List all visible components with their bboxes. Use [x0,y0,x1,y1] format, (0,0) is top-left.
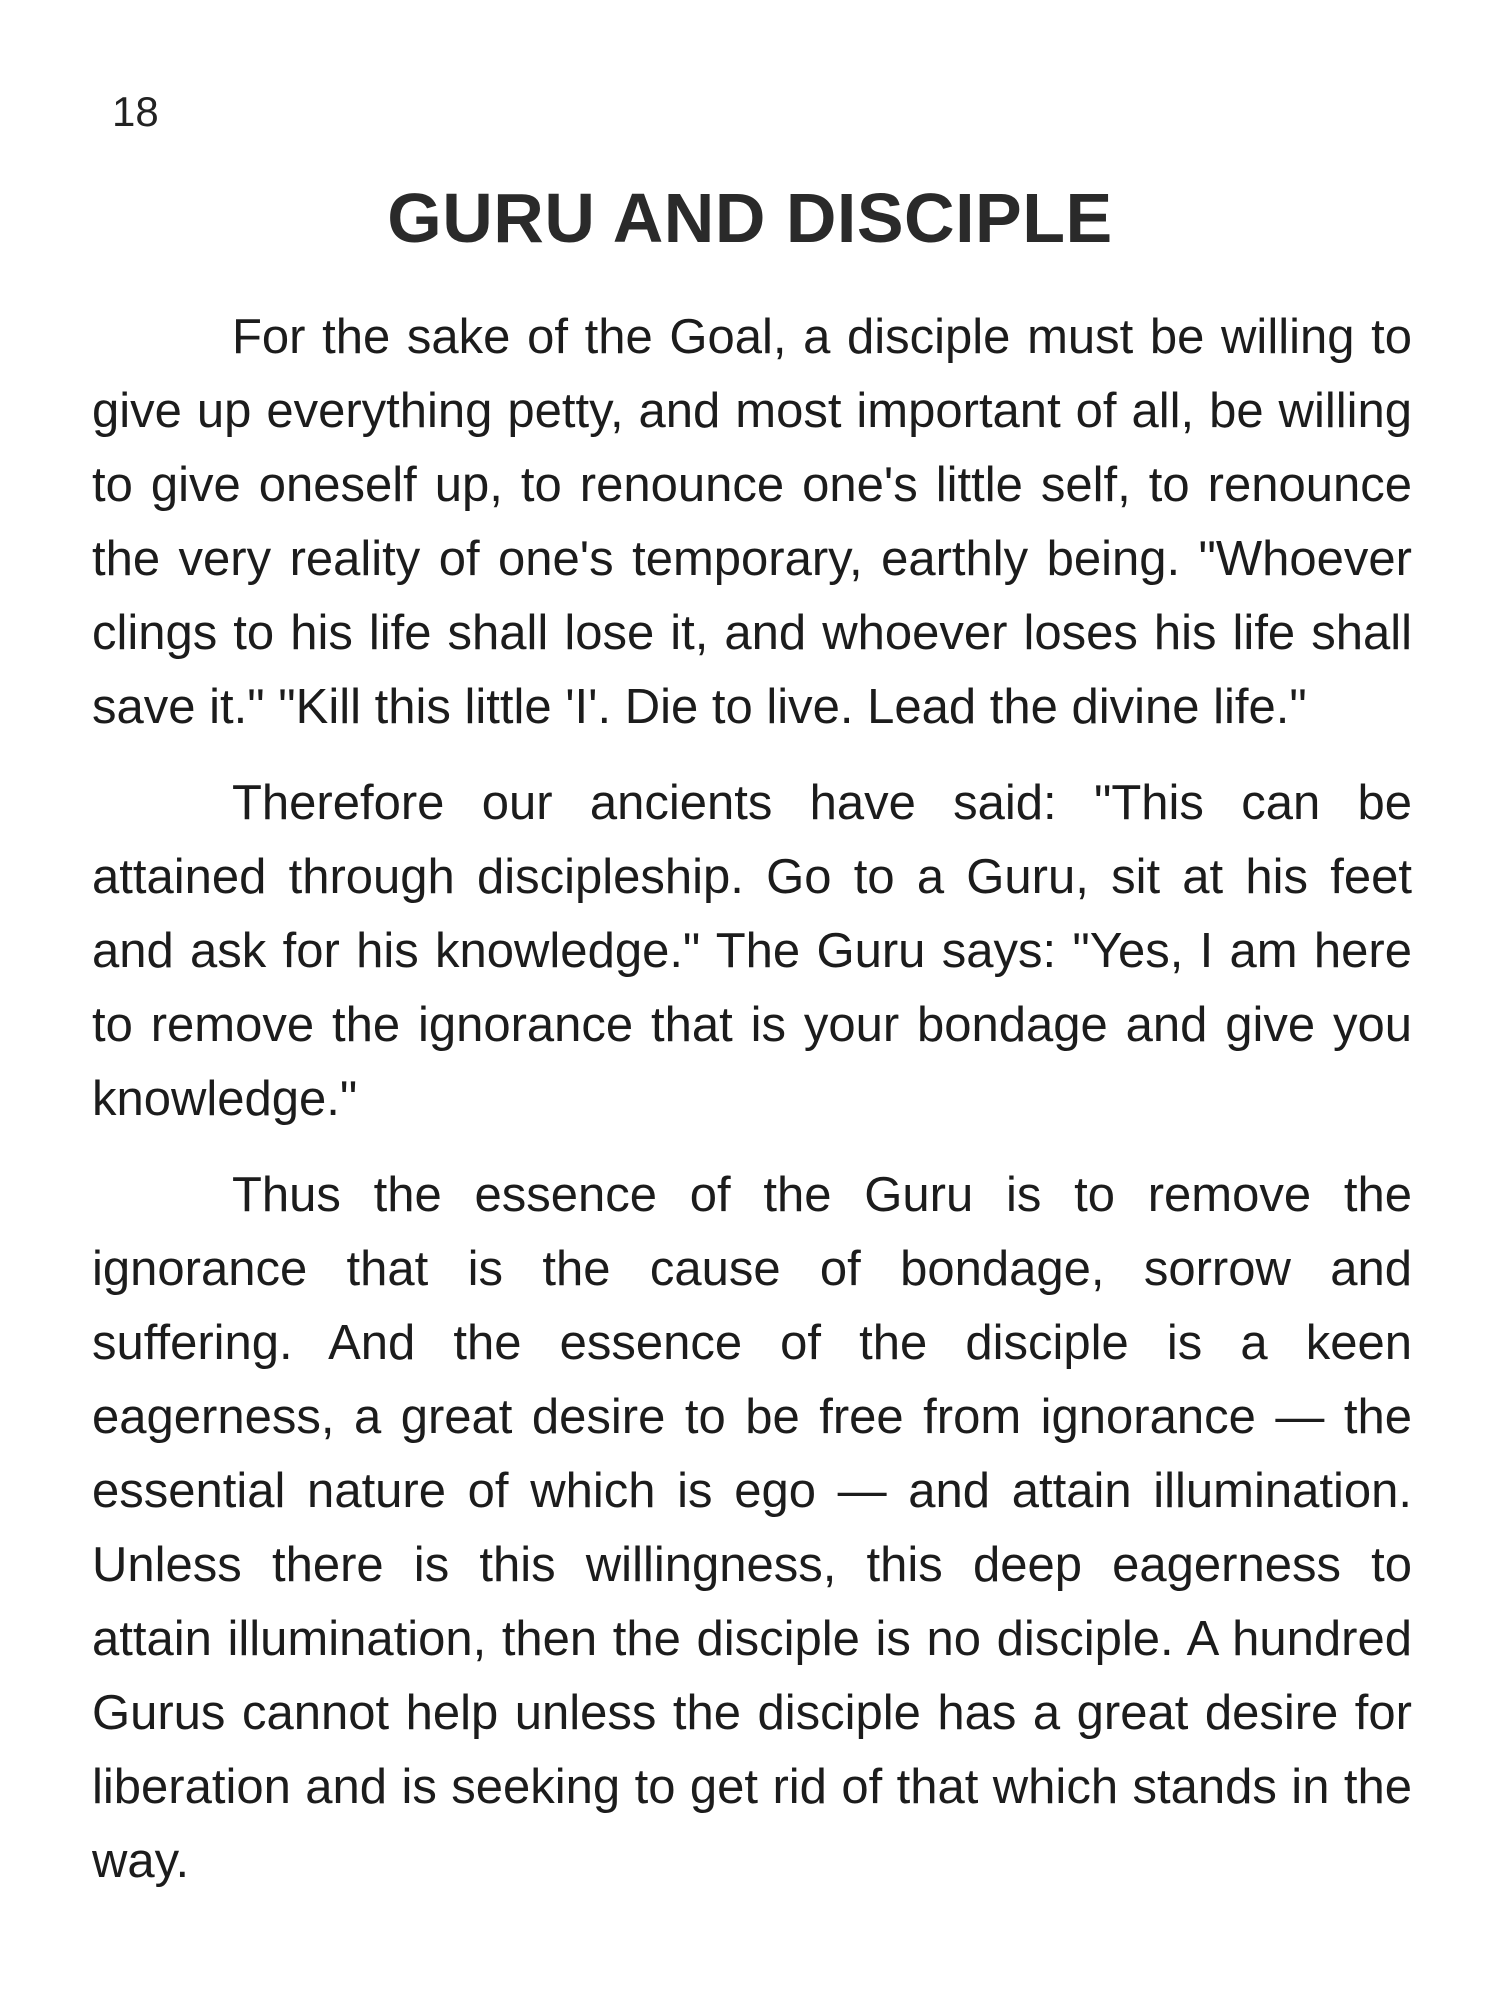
paragraph-3: Thus the essence of the Guru is to remove the ignorance that is the cause of bondage, sorrow and suffering. And the essence of the disciple is a keen eagerness, a great desire to be free from ignorance — the essential nature of which is ego — and attain illumination. Unless there is this willingness, this deep eagerness to attain illumination, then the disciple is no disciple. A hundred Gurus cannot help unless the disciple has a great desire for liberation and is seeking to get rid of that which stands in the way. [92,1168,1412,1888]
paragraph-2: Therefore our ancients have said: "This can be attained through discipleship. Go to a Guru, sit at his feet and ask for his knowledge." The Guru says: "Yes, I am here to remove the ignorance that is your bondage and give you knowledge." [92,776,1412,1126]
chapter-title: GURU AND DISCIPLE [387,179,1113,257]
body-text [92,300,1412,1920]
page-number: 18 [112,88,159,135]
paragraph-1: For the sake of the Goal, a disciple must be willing to give up everything petty, and most important of all, be willing to give oneself up, to renounce one's little self, to renounce the very reality of one's temporary, earthly being. "Whoever clings to his life shall lose it, and whoever loses his life shall save it." "Kill this little 'I'. Die to live. Lead the divine life." [92,310,1412,734]
